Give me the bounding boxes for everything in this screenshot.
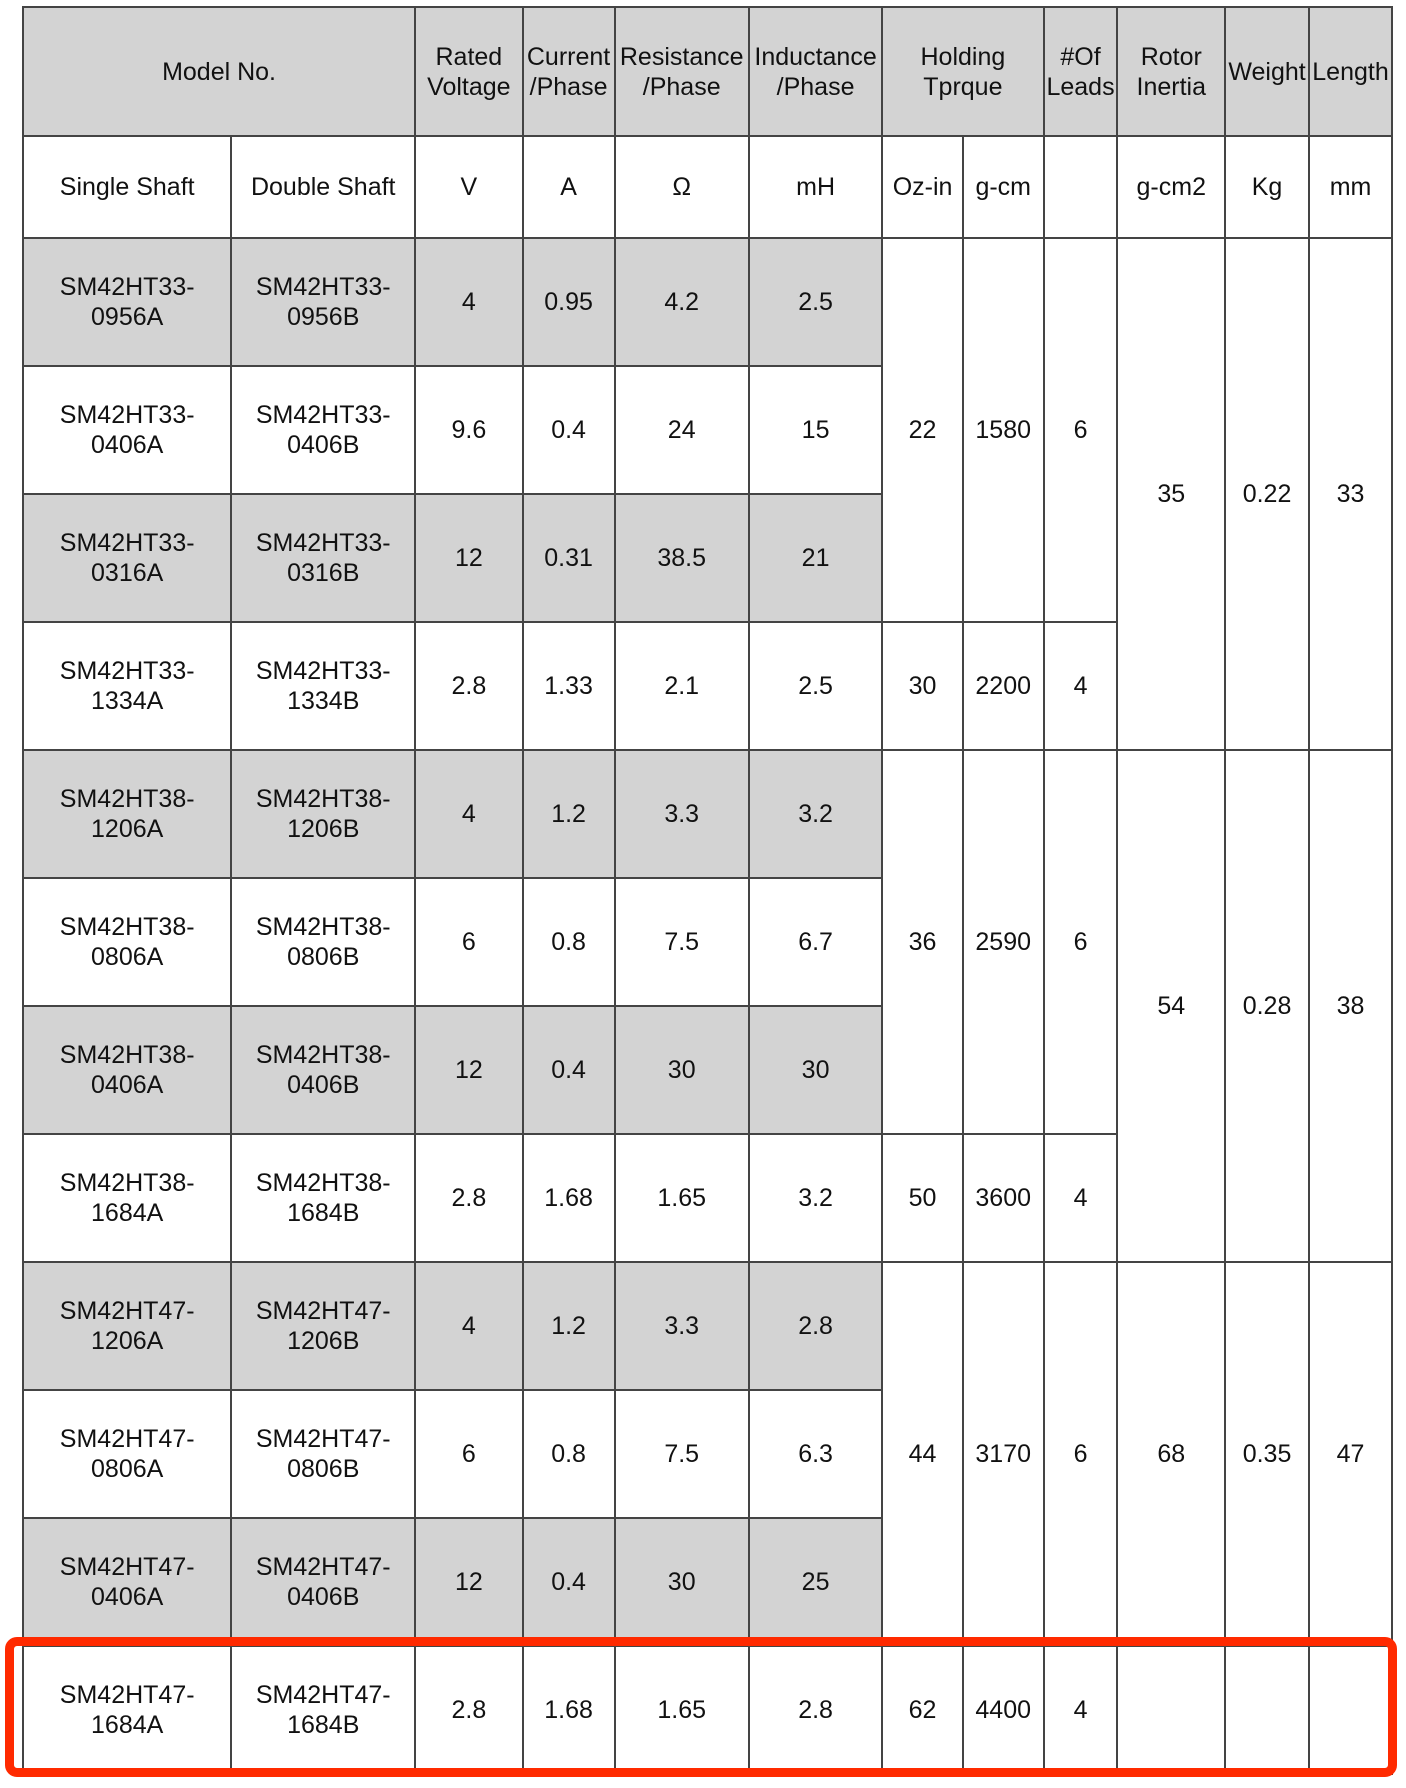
current-phase: 1.33 — [523, 622, 615, 750]
single-shaft-model: SM42HT33- 0406A — [23, 366, 231, 494]
unit-current: A — [523, 136, 615, 238]
current-phase: 0.4 — [523, 366, 615, 494]
units-row — [23, 136, 1392, 238]
torque-ozin: 36 — [882, 750, 963, 1134]
unit-voltage: V — [415, 136, 523, 238]
num-leads: 4 — [1044, 1646, 1118, 1774]
resistance-phase: 38.5 — [615, 494, 749, 622]
resistance-phase: 7.5 — [615, 878, 749, 1006]
torque-gcm: 1580 — [963, 238, 1044, 622]
rated-voltage: 12 — [415, 1518, 523, 1646]
rated-voltage: 4 — [415, 750, 523, 878]
rated-voltage: 2.8 — [415, 622, 523, 750]
table-row — [23, 238, 1392, 366]
double-shaft-model: SM42HT47- 1684B — [231, 1646, 415, 1774]
length-empty — [1309, 1646, 1392, 1774]
rated-voltage: 9.6 — [415, 366, 523, 494]
resistance-phase: 24 — [615, 366, 749, 494]
current-phase: 0.4 — [523, 1518, 615, 1646]
double-shaft-model: SM42HT38- 1684B — [231, 1134, 415, 1262]
num-leads: 4 — [1044, 1134, 1118, 1262]
double-shaft-model: SM42HT33- 0406B — [231, 366, 415, 494]
single-shaft-model: SM42HT38- 0806A — [23, 878, 231, 1006]
inductance-phase: 3.2 — [749, 1134, 882, 1262]
unit-inductance: mH — [749, 136, 882, 238]
resistance-phase: 3.3 — [615, 1262, 749, 1390]
torque-ozin: 22 — [882, 238, 963, 622]
spec-table-container — [22, 6, 1393, 1775]
double-shaft-model: SM42HT47- 0406B — [231, 1518, 415, 1646]
current-phase: 1.2 — [523, 750, 615, 878]
single-shaft-model: SM42HT47- 1206A — [23, 1262, 231, 1390]
weight: 0.28 — [1225, 750, 1309, 1262]
length: 33 — [1309, 238, 1392, 750]
resistance-phase: 3.3 — [615, 750, 749, 878]
resistance-phase: 4.2 — [615, 238, 749, 366]
single-shaft-model: SM42HT47- 1684A — [23, 1646, 231, 1774]
single-shaft-model: SM42HT38- 1684A — [23, 1134, 231, 1262]
table-row — [23, 750, 1392, 878]
resistance-phase: 30 — [615, 1006, 749, 1134]
rotor-inertia-empty — [1117, 1646, 1225, 1774]
resistance-phase: 7.5 — [615, 1390, 749, 1518]
resistance-phase: 30 — [615, 1518, 749, 1646]
header-current-phase: Current /Phase — [523, 7, 615, 136]
inductance-phase: 2.8 — [749, 1646, 882, 1774]
single-shaft-model: SM42HT47- 0806A — [23, 1390, 231, 1518]
header-inductance-phase: Inductance /Phase — [749, 7, 882, 136]
resistance-phase: 2.1 — [615, 622, 749, 750]
length: 38 — [1309, 750, 1392, 1262]
rated-voltage: 2.8 — [415, 1134, 523, 1262]
header-rotor-inertia: Rotor Inertia — [1117, 7, 1225, 136]
rated-voltage: 2.8 — [415, 1646, 523, 1774]
double-shaft-model: SM42HT33- 0316B — [231, 494, 415, 622]
num-leads: 6 — [1044, 1262, 1118, 1646]
rotor-inertia: 54 — [1117, 750, 1225, 1262]
unit-single-shaft: Single Shaft — [23, 136, 231, 238]
current-phase: 1.68 — [523, 1646, 615, 1774]
header-rated-voltage: Rated Voltage — [415, 7, 523, 136]
torque-ozin: 44 — [882, 1262, 963, 1646]
unit-torque-ozin: Oz-in — [882, 136, 963, 238]
num-leads: 6 — [1044, 238, 1118, 622]
num-leads: 4 — [1044, 622, 1118, 750]
inductance-phase: 6.3 — [749, 1390, 882, 1518]
rated-voltage: 12 — [415, 1006, 523, 1134]
stepper-motor-spec-table — [22, 6, 1393, 1775]
inductance-phase: 2.5 — [749, 622, 882, 750]
torque-gcm: 3600 — [963, 1134, 1044, 1262]
unit-leads — [1044, 136, 1118, 238]
header-length: Length — [1309, 7, 1392, 136]
rated-voltage: 6 — [415, 1390, 523, 1518]
current-phase: 0.8 — [523, 1390, 615, 1518]
unit-torque-gcm: g-cm — [963, 136, 1044, 238]
double-shaft-model: SM42HT33- 1334B — [231, 622, 415, 750]
resistance-phase: 1.65 — [615, 1646, 749, 1774]
inductance-phase: 2.8 — [749, 1262, 882, 1390]
length: 47 — [1309, 1262, 1392, 1646]
current-phase: 1.68 — [523, 1134, 615, 1262]
unit-weight: Kg — [1225, 136, 1309, 238]
num-leads: 6 — [1044, 750, 1118, 1134]
double-shaft-model: SM42HT33- 0956B — [231, 238, 415, 366]
double-shaft-model: SM42HT38- 0806B — [231, 878, 415, 1006]
inductance-phase: 25 — [749, 1518, 882, 1646]
resistance-phase: 1.65 — [615, 1134, 749, 1262]
current-phase: 1.2 — [523, 1262, 615, 1390]
inductance-phase: 30 — [749, 1006, 882, 1134]
inductance-phase: 2.5 — [749, 238, 882, 366]
torque-ozin: 50 — [882, 1134, 963, 1262]
table-row — [23, 1262, 1392, 1390]
double-shaft-model: SM42HT38- 1206B — [231, 750, 415, 878]
inductance-phase: 15 — [749, 366, 882, 494]
current-phase: 0.95 — [523, 238, 615, 366]
inductance-phase: 21 — [749, 494, 882, 622]
single-shaft-model: SM42HT47- 0406A — [23, 1518, 231, 1646]
single-shaft-model: SM42HT38- 0406A — [23, 1006, 231, 1134]
rated-voltage: 4 — [415, 1262, 523, 1390]
torque-gcm: 3170 — [963, 1262, 1044, 1646]
rated-voltage: 12 — [415, 494, 523, 622]
weight: 0.22 — [1225, 238, 1309, 750]
header-row — [23, 7, 1392, 136]
rated-voltage: 4 — [415, 238, 523, 366]
torque-ozin: 30 — [882, 622, 963, 750]
weight-empty — [1225, 1646, 1309, 1774]
header-num-leads: #Of Leads — [1044, 7, 1118, 136]
current-phase: 0.31 — [523, 494, 615, 622]
torque-gcm: 4400 — [963, 1646, 1044, 1774]
inductance-phase: 6.7 — [749, 878, 882, 1006]
torque-gcm: 2200 — [963, 622, 1044, 750]
unit-inertia: g-cm2 — [1117, 136, 1225, 238]
current-phase: 0.4 — [523, 1006, 615, 1134]
torque-ozin: 62 — [882, 1646, 963, 1774]
header-holding-torque: Holding Tprque — [882, 7, 1043, 136]
weight: 0.35 — [1225, 1262, 1309, 1646]
single-shaft-model: SM42HT38- 1206A — [23, 750, 231, 878]
rotor-inertia: 68 — [1117, 1262, 1225, 1646]
current-phase: 0.8 — [523, 878, 615, 1006]
rotor-inertia: 35 — [1117, 238, 1225, 750]
double-shaft-model: SM42HT47- 0806B — [231, 1390, 415, 1518]
unit-length: mm — [1309, 136, 1392, 238]
rated-voltage: 6 — [415, 878, 523, 1006]
header-model-no: Model No. — [23, 7, 415, 136]
header-resistance-phase: Resistance /Phase — [615, 7, 749, 136]
single-shaft-model: SM42HT33- 0316A — [23, 494, 231, 622]
unit-resistance: Ω — [615, 136, 749, 238]
single-shaft-model: SM42HT33- 0956A — [23, 238, 231, 366]
header-weight: Weight — [1225, 7, 1309, 136]
unit-double-shaft: Double Shaft — [231, 136, 415, 238]
single-shaft-model: SM42HT33- 1334A — [23, 622, 231, 750]
torque-gcm: 2590 — [963, 750, 1044, 1134]
double-shaft-model: SM42HT38- 0406B — [231, 1006, 415, 1134]
inductance-phase: 3.2 — [749, 750, 882, 878]
table-row-highlighted — [23, 1646, 1392, 1774]
double-shaft-model: SM42HT47- 1206B — [231, 1262, 415, 1390]
